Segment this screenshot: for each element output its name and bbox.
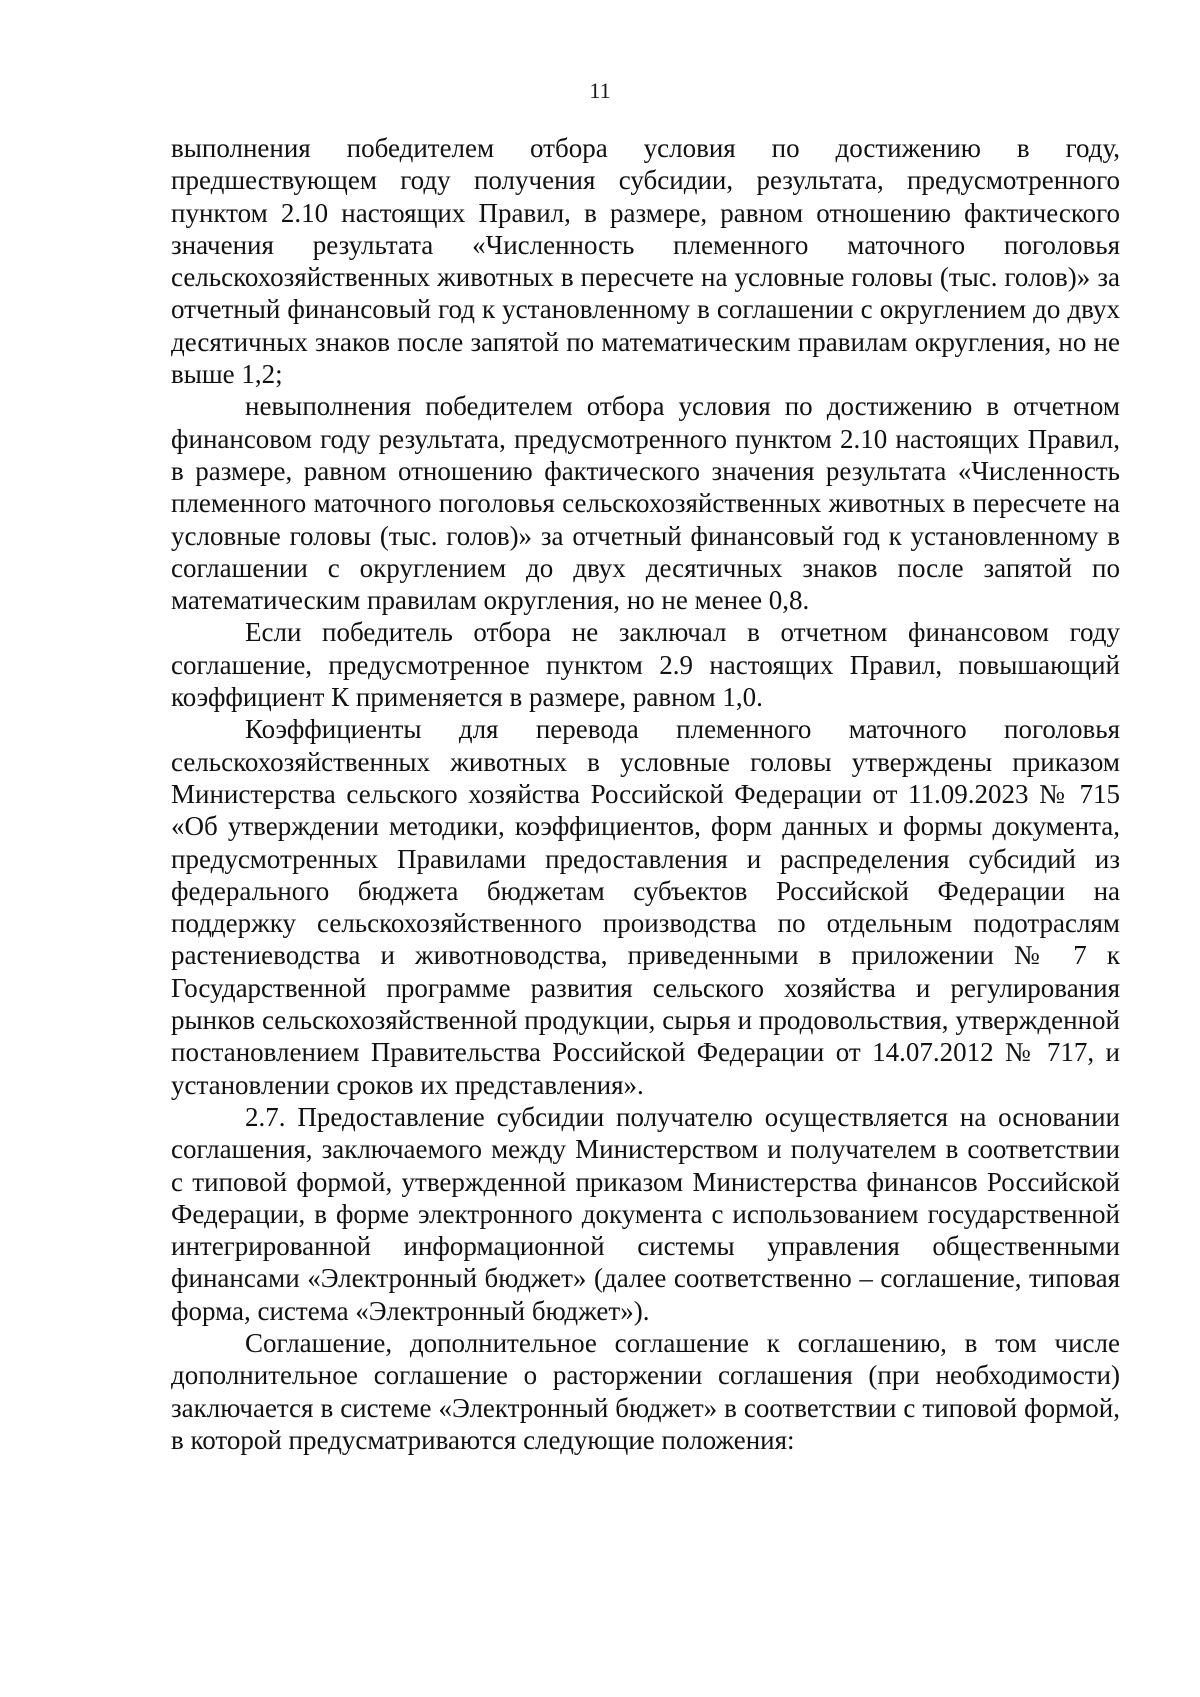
paragraph-conversion-coefficients: Коэффициенты для перевода племенного маточного поголовья сельскохозяйственных животных в условные головы утверждены приказом Министерства сельского хозяйства Российской Федерации от 11.09.2023 № 715 «Об утверждении методики, коэффициентов, форм данных и формы документа, предусмотренных Правилами предоставления и распределения субсидий из федерального бюджета бюджетам субъектов Российской Федерации на поддержку сельскохозяйственного производства по отдельным подотраслям растениеводства и животноводства, приведенными в приложении № 7 к Государственной программе развития сельского хозяйства и регулирования рынков сельскохозяйственной продукции, сырья и продовольствия, утвержденной постановлением Правительства Российской Федерации от 14.07.2012 № 717, и установлении сроков их представления». — [171, 714, 1120, 1100]
paragraph-no-agreement: Если победитель отбора не заключал в отчетном финансовом году соглашение, предусмотренное пунктом 2.9 настоящих Правил, повышающий коэффициент К применяется в размере, равном 1,0. — [171, 617, 1120, 713]
document-body — [171, 132, 1120, 1456]
page-number: 11 — [589, 78, 611, 103]
paragraph-section-2-7: 2.7. Предоставление субсидии получателю осуществляется на основании соглашения, заключаемого между Министерством и получателем в соответствии с типовой формой, утвержденной приказом Министерства финансов Российской Федерации, в форме электронного документа с использованием государственной интегрированной информационной системы управления общественными финансами «Электронный бюджет» (далее соответственно – соглашение, типовая форма, система «Электронный бюджет»). — [171, 1101, 1120, 1326]
paragraph-coefficient-upper-limit: выполнения победителем отбора условия по достижению в году, предшествующем году получения субсидии, результата, предусмотренного пунктом 2.10 настоящих Правил, в размере, равном отношению фактического значения результата «Численность племенного маточного поголовья сельскохозяйственных животных в пересчете на условные головы (тыс. голов)» за отчетный финансовый год к установленному в соглашении с округлением до двух десятичных знаков после запятой по математическим правилам округления, но не выше 1,2; — [171, 133, 1120, 390]
paragraph-agreement-terms: Соглашение, дополнительное соглашение к соглашению, в том числе дополнительное соглашение о расторжении соглашения (при необходимости) заключается в системе «Электронный бюджет» в соответствии с типовой формой, в которой предусматриваются следующие положения: — [171, 1327, 1120, 1455]
paragraph-coefficient-lower-limit: невыполнения победителем отбора условия по достижению в отчетном финансовом году результата, предусмотренного пунктом 2.10 настоящих Правил, в размере, равном отношению фактического значения результата «Численность племенного маточного поголовья сельскохозяйственных животных в пересчете на условные головы (тыс. голов)» за отчетный финансовый год к установленному в соглашении с округлением до двух десятичных знаков после запятой по математическим правилам округления, но не менее 0,8. — [171, 391, 1120, 616]
